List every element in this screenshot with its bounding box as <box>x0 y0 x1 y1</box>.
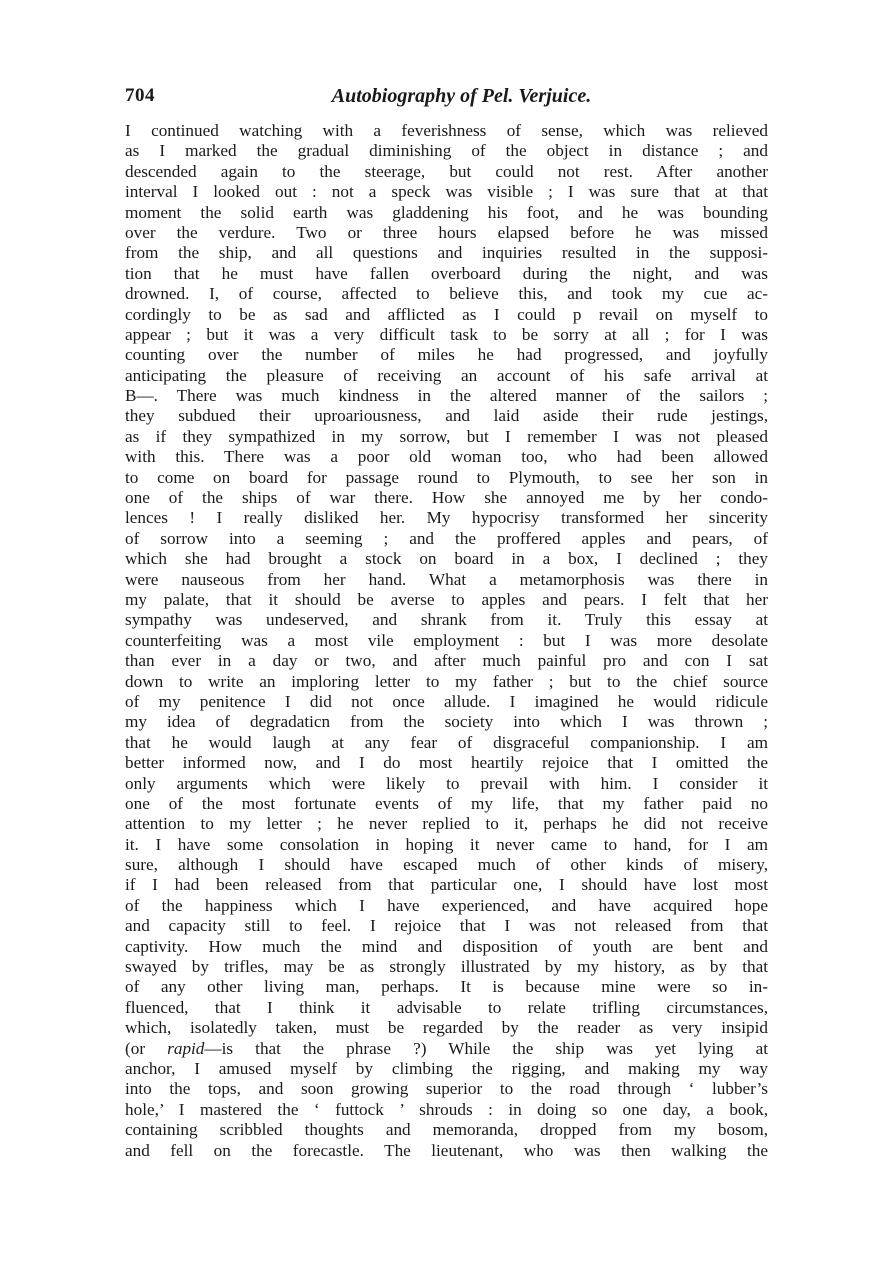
text-line: my palate, that it should be averse to apples and pears. I felt that her <box>125 589 768 609</box>
text-line: lences ! I really disliked her. My hypocrisy transformed her sincerity <box>125 508 768 528</box>
text-line: containing scribbled thoughts and memoranda, dropped from my bosom, <box>125 1120 768 1140</box>
text-line: drowned. I, of course, affected to believe this, and took my cue ac- <box>125 284 768 304</box>
text-line: interval I looked out : not a speck was visible ; I was sure that at that <box>125 182 768 202</box>
text-line: which she had brought a stock on board in a box, I declined ; they <box>125 549 768 569</box>
text-line: attention to my letter ; he never replied to it, perhaps he did not receive <box>125 814 768 834</box>
text-line: only arguments which were likely to prevail with him. I consider it <box>125 773 768 793</box>
text-line: swayed by trifles, may be as strongly illustrated by my history, as by that <box>125 957 768 977</box>
text-line: were nauseous from her hand. What a metamorphosis was there in <box>125 569 768 589</box>
text-line: that he would laugh at any fear of disgraceful companionship. I am <box>125 732 768 752</box>
text-line: counting over the number of miles he had progressed, and joyfully <box>125 345 768 365</box>
text-line: of any other living man, perhaps. It is because mine were so in- <box>125 977 768 997</box>
text-line <box>125 1039 768 1059</box>
running-head <box>125 85 768 115</box>
text-line: I continued watching with a feverishness of sense, which was relieved <box>125 121 768 140</box>
text-line: down to write an imploring letter to my father ; but to the chief source <box>125 671 768 691</box>
page-number: 704 <box>125 85 155 106</box>
text-line: and capacity still to feel. I rejoice that I was not released from that <box>125 916 768 936</box>
text-line: to come on board for passage round to Plymouth, to see her son in <box>125 467 768 487</box>
text-line: cordingly to be as sad and afflicted as I could p revail on myself to <box>125 304 768 324</box>
text-line: anticipating the pleasure of receiving an account of his safe arrival at <box>125 365 768 385</box>
text-line: into the tops, and soon growing superior to the road through ‘ lubber’s <box>125 1079 768 1099</box>
body-text <box>125 121 768 1161</box>
text-line: from the ship, and all questions and inquiries resulted in the supposi- <box>125 243 768 263</box>
text-line: fluenced, that I think it advisable to relate trifling circumstances, <box>125 997 768 1017</box>
text-line: with this. There was a poor old woman too, who had been allowed <box>125 447 768 467</box>
text-line: sure, although I should have escaped much of other kinds of misery, <box>125 855 768 875</box>
text-line: if I had been released from that particular one, I should have lost most <box>125 875 768 895</box>
text-line: my idea of degradaticn from the society into which I was thrown ; <box>125 712 768 732</box>
text-line: of sorrow into a seeming ; and the proffered apples and pears, of <box>125 528 768 548</box>
text-line: better informed now, and I do most heartily rejoice that I omitted the <box>125 753 768 773</box>
text-line: descended again to the steerage, but could not rest. After another <box>125 161 768 181</box>
text-segment: (or <box>125 1038 168 1058</box>
text-line: than ever in a day or two, and after much painful pro and con I sat <box>125 651 768 671</box>
text-line: sympathy was undeserved, and shrank from it. Truly this essay at <box>125 610 768 630</box>
italic-term: rapid <box>167 1038 205 1058</box>
text-line: of my penitence I did not once allude. I imagined he would ridicule <box>125 691 768 711</box>
text-line: B—. There was much kindness in the altered manner of the sailors ; <box>125 386 768 406</box>
running-title: Autobiography of Pel. Verjuice. <box>331 85 592 107</box>
text-line: hole,’ I mastered the ‘ futtock ’ shrouds : in doing so one day, a book, <box>125 1099 768 1119</box>
text-line: one of the most fortunate events of my life, that my father paid no <box>125 793 768 813</box>
text-line: captivity. How much the mind and disposition of youth are bent and <box>125 936 768 956</box>
text-line: tion that he must have fallen overboard during the night, and was <box>125 263 768 283</box>
text-line: and fell on the forecastle. The lieutenant, who was then walking the <box>125 1140 768 1160</box>
text-line: it. I have some consolation in hoping it never came to hand, for I am <box>125 834 768 854</box>
text-line: as I marked the gradual diminishing of the object in distance ; and <box>125 141 768 161</box>
text-line: which, isolatedly taken, must be regarded by the reader as very insipid <box>125 1018 768 1038</box>
text-line: they subdued their uproariousness, and laid aside their rude jestings, <box>125 406 768 426</box>
text-line: appear ; but it was a very difficult task to be sorry at all ; for I was <box>125 324 768 344</box>
book-page <box>125 85 768 1161</box>
text-line: one of the ships of war there. How she annoyed me by her condo- <box>125 488 768 508</box>
text-line: over the verdure. Two or three hours elapsed before he was missed <box>125 222 768 242</box>
text-line: counterfeiting was a most vile employment : but I was more desolate <box>125 630 768 650</box>
text-line: as if they sympathized in my sorrow, but I remember I was not pleased <box>125 426 768 446</box>
text-line: anchor, I amused myself by climbing the rigging, and making my way <box>125 1058 768 1078</box>
text-line: moment the solid earth was gladdening his foot, and he was bounding <box>125 202 768 222</box>
text-line: of the happiness which I have experienced, and have acquired hope <box>125 895 768 915</box>
text-segment: —is that the phrase ?) While the ship was yet lying at <box>204 1038 768 1058</box>
